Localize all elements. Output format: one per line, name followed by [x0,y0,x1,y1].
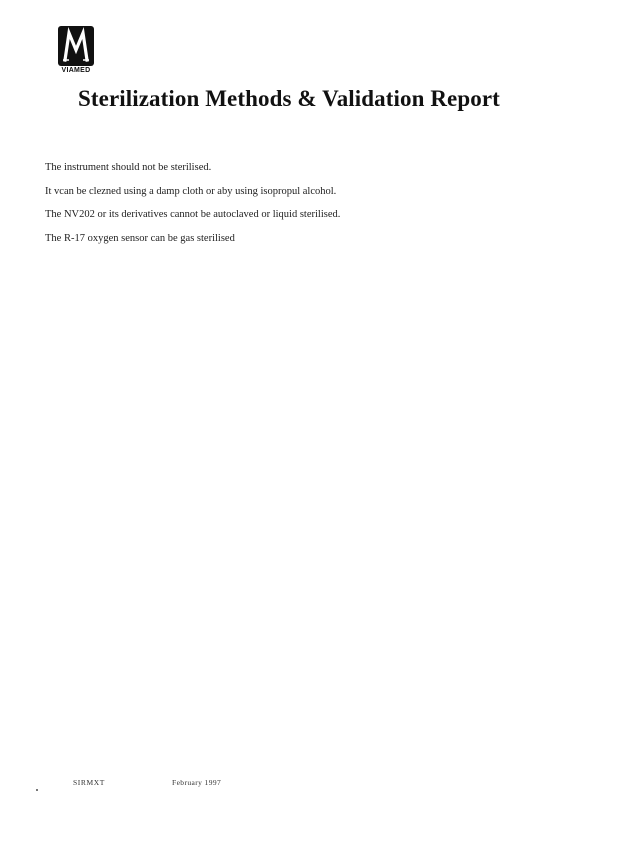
logo-wordmark: VIAMED [61,67,91,74]
body-text [45,156,340,250]
company-logo [55,26,97,78]
page-footer [0,778,620,792]
document-code: SIRMXT [73,778,105,787]
document-date: February 1997 [172,778,222,787]
body-line: The NV202 or its derivatives cannot be autoclaved or liquid sterilised. [45,209,341,220]
body-line: It vcan be clezned using a damp cloth or aby using isopropul alcohol. [45,185,337,197]
body-line: The instrument should not be sterilised. [45,162,212,173]
scan-speck [36,789,38,791]
viamed-logo-icon [58,26,94,66]
page-title: Sterilization Methods & Validation Report [78,86,500,111]
body-line: The R-17 oxygen sensor can be gas sterilised [45,232,235,244]
